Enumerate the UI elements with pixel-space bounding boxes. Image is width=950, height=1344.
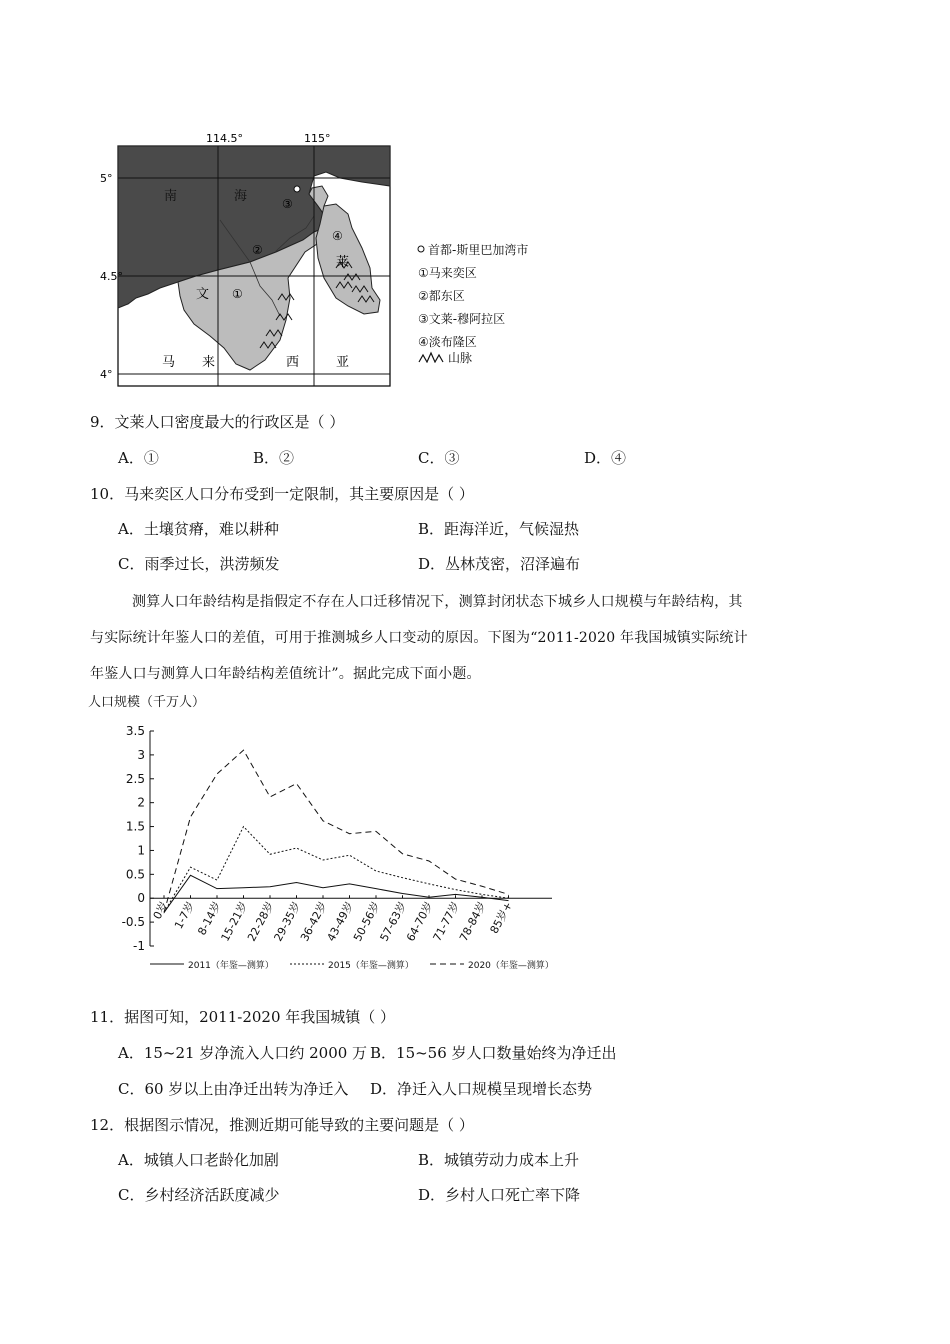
- population-chart: [100, 712, 600, 992]
- district-mark: ①: [232, 287, 243, 301]
- y-tick-label: 2.5: [125, 771, 145, 786]
- y-tick-label: 3: [137, 747, 145, 762]
- q9-option-d[interactable]: D．④: [584, 449, 627, 467]
- x-tick-label: 78-84岁: [456, 899, 489, 944]
- lat-label: 4.5°: [100, 270, 123, 283]
- q11-option-d[interactable]: D．净迁入人口规模呈现增长态势: [370, 1080, 593, 1098]
- x-tick-label: 8-14岁: [195, 899, 224, 938]
- q10-stem: 10．马来奕区人口分布受到一定限制，其主要原因是（ ）: [90, 485, 474, 503]
- x-tick-label: 71-77岁: [430, 899, 463, 944]
- lon-label: 115°: [304, 132, 331, 145]
- x-tick-label: 85岁+: [487, 899, 516, 936]
- x-tick-label: 29-35岁: [271, 899, 304, 944]
- y-tick-label: 1: [137, 843, 145, 858]
- map-legend: [416, 238, 576, 368]
- x-tick-label: 50-56岁: [350, 899, 383, 944]
- y-tick-label: 3.5: [125, 724, 145, 738]
- series-line-1: [164, 827, 509, 913]
- legend-district-3: ③文莱-穆阿拉区: [418, 312, 506, 326]
- y-tick-label: -0.5: [121, 915, 145, 930]
- q12-option-b[interactable]: B．城镇劳动力成本上升: [418, 1151, 580, 1169]
- lat-label: 4°: [100, 368, 113, 381]
- q12-option-a[interactable]: A．城镇人口老龄化加剧: [118, 1151, 279, 1169]
- capital-legend-icon: [416, 244, 426, 254]
- legend-district-2: ②都东区: [418, 289, 465, 303]
- legend-capital: 首都-斯里巴加湾市: [428, 243, 529, 257]
- q9-option-a[interactable]: A．①: [118, 449, 159, 467]
- lon-label: 114.5°: [206, 132, 243, 145]
- q12-option-c[interactable]: C．乡村经济活跃度减少: [118, 1186, 280, 1204]
- legend-mountain: 山脉: [448, 351, 473, 365]
- country-label: 莱: [336, 255, 350, 270]
- malaysia-label: 西: [286, 355, 300, 370]
- x-tick-label: 0岁: [150, 899, 171, 922]
- q12-stem: 12．根据图示情况，推测近期可能导致的主要问题是（ ）: [90, 1116, 474, 1134]
- x-tick-label: 15-21岁: [218, 899, 251, 944]
- district-mark: ④: [332, 229, 343, 243]
- sea-label: 海: [234, 189, 248, 204]
- x-tick-label: 1-7岁: [172, 899, 198, 932]
- legend-label: 2015（年鉴—测算）: [328, 961, 414, 971]
- q10-option-d[interactable]: D．丛林茂密，沼泽遍布: [418, 555, 581, 573]
- capital-marker: [294, 186, 300, 192]
- y-tick-label: 2: [137, 795, 145, 810]
- district-mark: ②: [252, 243, 263, 257]
- q10-option-b[interactable]: B．距海洋近，气候湿热: [418, 520, 580, 538]
- y-tick-label: -1: [133, 939, 145, 953]
- malaysia-label: 亚: [336, 355, 350, 370]
- y-tick-label: 1.5: [125, 819, 145, 834]
- x-tick-label: 57-63岁: [377, 899, 410, 944]
- legend-district-1: ①马来奕区: [418, 266, 477, 280]
- district-mark: ③: [282, 197, 293, 211]
- intro-line: 与实际统计年鉴人口的差值，可用于推测城乡人口变动的原因。下图为“2011-2020 年我国城镇实际统计: [90, 630, 748, 646]
- malaysia-label: 马: [162, 355, 176, 370]
- legend-district-4: ④淡布隆区: [418, 335, 477, 349]
- y-tick-label: 0.5: [125, 867, 145, 882]
- intro-line: 年鉴人口与测算人口年龄结构差值统计”。据此完成下面小题。: [90, 666, 481, 682]
- q9-option-b[interactable]: B．②: [253, 449, 295, 467]
- x-tick-label: 36-42岁: [297, 899, 330, 944]
- q10-option-c[interactable]: C．雨季过长，洪涝频发: [118, 555, 280, 573]
- sea-label: 南: [164, 189, 178, 204]
- q11-option-c[interactable]: C．60 岁以上由净迁出转为净迁入: [118, 1080, 349, 1098]
- q11-option-a[interactable]: A．15~21 岁净流入人口约 2000 万: [118, 1044, 368, 1062]
- lat-label: 5°: [100, 172, 113, 185]
- x-tick-label: 64-70岁: [403, 899, 436, 944]
- q11-option-b[interactable]: B．15~56 岁人口数量始终为净迁出: [370, 1044, 617, 1062]
- y-tick-label: 0: [137, 891, 145, 906]
- q9-stem: 9．文莱人口密度最大的行政区是（ ）: [90, 413, 345, 431]
- x-tick-label: 43-49岁: [324, 899, 357, 944]
- country-label: 文: [196, 287, 210, 302]
- x-tick-label: 22-28岁: [244, 899, 277, 944]
- q10-option-a[interactable]: A．土壤贫瘠，难以耕种: [118, 520, 279, 538]
- legend-label: 2020（年鉴—测算）: [468, 961, 554, 971]
- q11-stem: 11．据图可知，2011-2020 年我国城镇（ ）: [90, 1008, 396, 1026]
- brunei-map: [100, 128, 400, 393]
- malaysia-label: 来: [202, 355, 216, 370]
- chart-ylabel: 人口规模（千万人）: [88, 695, 206, 710]
- q9-option-c[interactable]: C．③: [418, 449, 460, 467]
- intro-line: 测算人口年龄结构是指假定不存在人口迁移情况下，测算封闭状态下城乡人口规模与年龄结构，其: [132, 594, 743, 610]
- mountain-legend-icon: [418, 351, 444, 363]
- legend-label: 2011（年鉴—测算）: [188, 961, 274, 971]
- q12-option-d[interactable]: D．乡村人口死亡率下降: [418, 1186, 581, 1204]
- map-svg: [100, 128, 400, 393]
